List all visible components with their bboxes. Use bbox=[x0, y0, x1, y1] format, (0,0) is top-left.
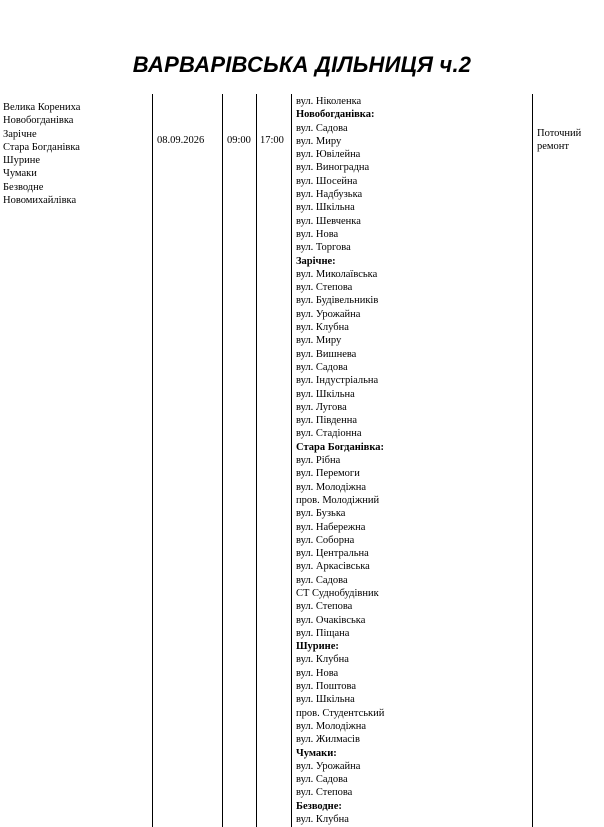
settlement-header: Новобогданівка: bbox=[296, 109, 375, 121]
street-item: вул. Молодіжна bbox=[296, 481, 367, 493]
street-item: вул. Нова bbox=[296, 228, 339, 240]
village-name: Новомихайлівка bbox=[3, 195, 77, 207]
street-item: вул. Садова bbox=[296, 774, 348, 786]
street-item: СТ Суднобудівник bbox=[296, 587, 379, 599]
street-item: вул. Південна bbox=[296, 415, 357, 427]
street-item: вул. Аркасівська bbox=[296, 561, 370, 573]
street-item: вул. Нова bbox=[296, 667, 339, 679]
street-item: вул. Молодіжна bbox=[296, 720, 367, 732]
street-item: вул. Виноградна bbox=[296, 162, 370, 174]
street-item: вул. Рібна bbox=[296, 455, 341, 467]
street-item: вул. Лугова bbox=[296, 401, 347, 413]
page-title: ВАРВАРІВСЬКА ДІЛЬНИЦЯ ч.2 bbox=[132, 52, 472, 77]
work-type-line: ремонт bbox=[537, 141, 570, 153]
street-item: вул. Миколаївська bbox=[296, 268, 378, 280]
street-item: вул. Садова bbox=[296, 574, 348, 586]
settlement-header: Шурине: bbox=[296, 641, 339, 653]
street-item: пров. Студентський bbox=[296, 707, 385, 719]
street-item: вул. Надбузька bbox=[296, 189, 363, 201]
village-name: Шурине bbox=[3, 155, 40, 167]
street-item: вул. Шкільна bbox=[296, 694, 355, 706]
street-item: вул. Центральна bbox=[296, 548, 369, 560]
street-item: вул. Вишнева bbox=[296, 348, 357, 360]
village-name: Чумаки bbox=[3, 168, 37, 180]
settlement-header: Безводне: bbox=[296, 800, 342, 812]
village-name: Безводне bbox=[3, 181, 44, 193]
street-item: вул. Шосейна bbox=[296, 175, 358, 187]
street-item: вул. Піщана bbox=[296, 627, 350, 639]
street-item: вул. Індустріальна bbox=[296, 375, 379, 387]
street-item: вул. Степова bbox=[296, 601, 353, 613]
street-item: вул. Ніколенка bbox=[296, 96, 362, 107]
street-item: вул. Миру bbox=[296, 335, 342, 347]
street-item: вул. Клубна bbox=[296, 814, 349, 826]
street-item: вул. Жилмасів bbox=[296, 734, 360, 746]
street-item: вул. Шевченка bbox=[296, 215, 361, 227]
settlement-header: Стара Богданівка: bbox=[296, 441, 384, 453]
table-column-divider bbox=[291, 94, 292, 827]
village-name: Новобогданівка bbox=[3, 115, 74, 127]
street-item: вул. Шкільна bbox=[296, 388, 355, 400]
villages-cell bbox=[3, 101, 80, 207]
street-item: вул. Клубна bbox=[296, 654, 349, 666]
street-item: вул. Соборна bbox=[296, 534, 355, 546]
street-item: вул. Клубна bbox=[296, 322, 349, 334]
street-item: вул. Будівельників bbox=[296, 295, 379, 307]
table-column-divider bbox=[532, 94, 533, 827]
street-item: пров. Молодіжний bbox=[296, 494, 380, 506]
date-cell: 08.09.2026 bbox=[157, 135, 205, 146]
street-item: вул. Степова bbox=[296, 787, 353, 799]
settlement-header: Зарічне: bbox=[296, 255, 336, 267]
street-item: вул. Садова bbox=[296, 122, 348, 134]
street-item: вул. Степова bbox=[296, 282, 353, 294]
street-item: вул. Бузька bbox=[296, 508, 346, 520]
streets-cell bbox=[296, 95, 384, 826]
work-type-cell bbox=[537, 127, 581, 154]
table-column-divider bbox=[152, 94, 153, 827]
street-item: вул. Урожайна bbox=[296, 308, 361, 320]
street-item: вул. Очаківська bbox=[296, 614, 366, 626]
street-item: вул. Перемоги bbox=[296, 468, 360, 480]
village-name: Велика Корениха bbox=[3, 102, 81, 113]
table-column-divider bbox=[256, 94, 257, 827]
street-item: вул. Ювілейна bbox=[296, 149, 361, 161]
time-end-cell: 17:00 bbox=[260, 135, 284, 146]
settlement-header: Чумаки: bbox=[296, 747, 337, 759]
table-column-divider bbox=[222, 94, 223, 827]
street-item: вул. Стадіонна bbox=[296, 428, 362, 440]
street-item: вул. Торгова bbox=[296, 242, 351, 254]
work-type-line: Поточний bbox=[537, 128, 582, 139]
street-item: вул. Миру bbox=[296, 135, 342, 147]
village-name: Зарічне bbox=[3, 128, 37, 140]
village-name: Стара Богданівка bbox=[3, 141, 80, 153]
time-start-cell: 09:00 bbox=[227, 135, 251, 146]
street-item: вул. Садова bbox=[296, 361, 348, 373]
street-item: вул. Шкільна bbox=[296, 202, 355, 214]
street-item: вул. Урожайна bbox=[296, 760, 361, 772]
street-item: вул. Набережна bbox=[296, 521, 366, 533]
street-item: вул. Поштова bbox=[296, 681, 356, 693]
